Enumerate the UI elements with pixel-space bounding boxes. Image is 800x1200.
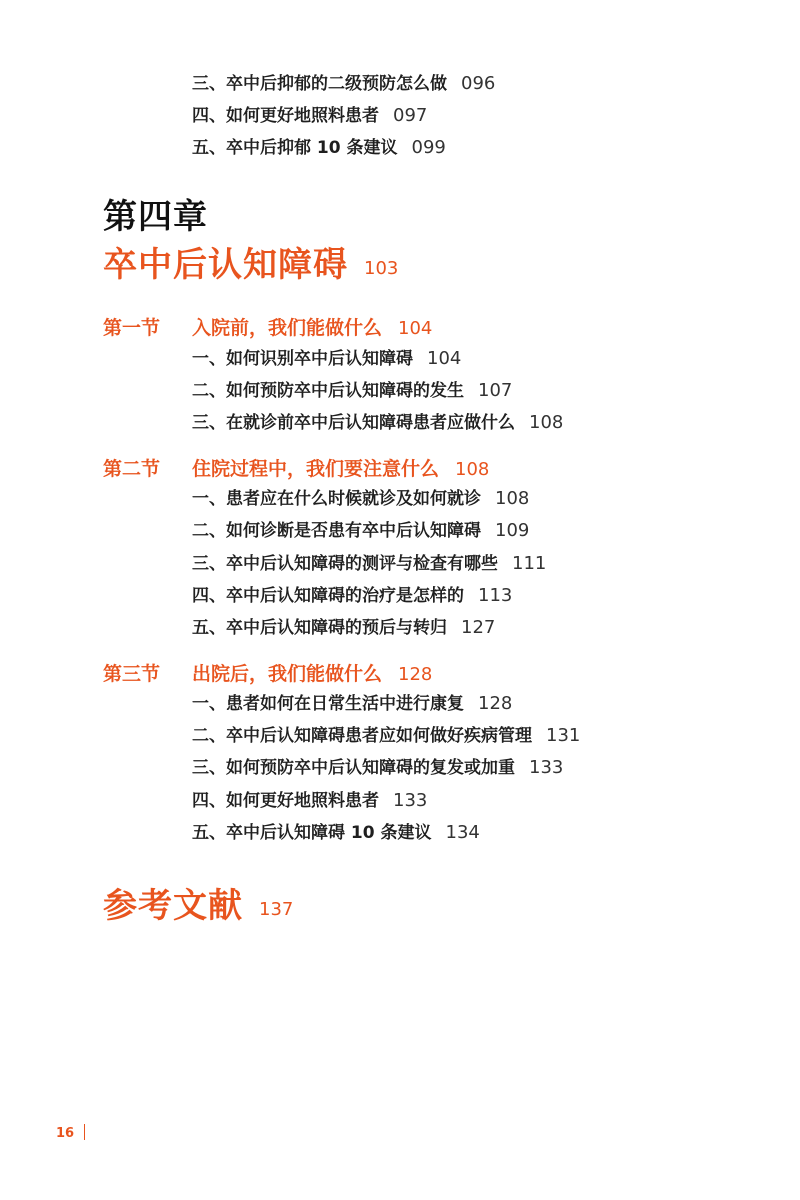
toc-entry xyxy=(192,72,495,96)
toc-entry-page: 109 xyxy=(495,520,530,541)
toc-entry-page: 099 xyxy=(411,137,446,158)
references-title: 参考文献 xyxy=(103,886,243,926)
toc-entry-page: 128 xyxy=(478,693,513,714)
toc-entry xyxy=(192,616,495,640)
toc-entry-page: 096 xyxy=(461,73,496,94)
toc-entry xyxy=(192,724,580,748)
toc-entry xyxy=(192,379,512,403)
toc-entry-page: 104 xyxy=(427,348,462,369)
section-heading xyxy=(103,315,432,341)
toc-entry-text: 三、卒中后抑郁的二级预防怎么做 xyxy=(192,74,447,94)
toc-entry xyxy=(192,552,546,576)
toc-entry-page: 134 xyxy=(445,822,480,843)
toc-entry-text: 四、如何更好地照料患者 xyxy=(192,791,379,811)
toc-entry xyxy=(192,487,529,511)
toc-entry-text: 二、卒中后认知障碍患者应如何做好疾病管理 xyxy=(192,726,532,746)
toc-entry-page: 127 xyxy=(461,617,496,638)
section-heading xyxy=(103,661,432,687)
toc-entry-text: 四、卒中后认知障碍的治疗是怎样的 xyxy=(192,586,464,606)
section-title: 入院前，我们能做什么 xyxy=(192,317,383,339)
toc-entry-text: 一、如何识别卒中后认知障碍 xyxy=(192,349,413,369)
toc-entry-text: 二、如何诊断是否患有卒中后认知障碍 xyxy=(192,521,481,541)
toc-entry-page: 133 xyxy=(529,757,564,778)
chapter-page: 103 xyxy=(364,258,399,279)
toc-entry xyxy=(192,821,480,845)
toc-entry-page: 107 xyxy=(478,380,513,401)
toc-entry-text: 五、卒中后认知障碍的预后与转归 xyxy=(192,618,447,638)
toc-entry xyxy=(192,756,563,780)
toc-entry xyxy=(192,104,427,128)
toc-entry-page: 113 xyxy=(478,585,513,606)
toc-entry-text: 二、如何预防卒中后认知障碍的发生 xyxy=(192,381,464,401)
section-page: 128 xyxy=(398,664,433,685)
toc-entry-page: 133 xyxy=(393,790,428,811)
section-heading xyxy=(103,456,489,482)
toc-entry-text: 一、患者如何在日常生活中进行康复 xyxy=(192,694,464,714)
section-page: 108 xyxy=(455,459,490,480)
chapter-number: 第四章 xyxy=(103,197,208,237)
references-page: 137 xyxy=(259,899,294,920)
chapter-title-text: 卒中后认知障碍 xyxy=(103,245,348,285)
toc-entry-page: 111 xyxy=(512,553,547,574)
section-page: 104 xyxy=(398,318,433,339)
toc-entry xyxy=(192,411,563,435)
section-label: 第一节 xyxy=(103,317,161,339)
footer-divider xyxy=(84,1124,85,1140)
toc-entry-text: 三、如何预防卒中后认知障碍的复发或加重 xyxy=(192,758,515,778)
toc-entry-page: 108 xyxy=(529,412,564,433)
toc-entry xyxy=(192,347,461,371)
toc-entry-text: 三、在就诊前卒中后认知障碍患者应做什么 xyxy=(192,413,515,433)
toc-entry-page: 097 xyxy=(393,105,428,126)
section-title: 出院后，我们能做什么 xyxy=(192,663,383,685)
chapter-title xyxy=(103,243,398,291)
section-label: 第三节 xyxy=(103,663,161,685)
toc-entry xyxy=(192,584,512,608)
toc-entry-text: 五、卒中后抑郁 10 条建议 xyxy=(192,138,398,158)
page-footer xyxy=(56,1124,85,1144)
toc-entry-text: 一、患者应在什么时候就诊及如何就诊 xyxy=(192,489,481,509)
toc-entry-text: 四、如何更好地照料患者 xyxy=(192,106,379,126)
toc-entry xyxy=(192,519,529,543)
page-number: 16 xyxy=(56,1126,75,1141)
section-title: 住院过程中，我们要注意什么 xyxy=(192,458,440,480)
toc-entry-text: 五、卒中后认知障碍 10 条建议 xyxy=(192,823,432,843)
references-heading xyxy=(103,884,293,932)
toc-entry-page: 108 xyxy=(495,488,530,509)
toc-entry-page: 131 xyxy=(546,725,581,746)
toc-entry xyxy=(192,136,446,160)
section-label: 第二节 xyxy=(103,458,161,480)
toc-entry xyxy=(192,789,427,813)
toc-entry xyxy=(192,692,512,716)
toc-entry-text: 三、卒中后认知障碍的测评与检查有哪些 xyxy=(192,554,498,574)
